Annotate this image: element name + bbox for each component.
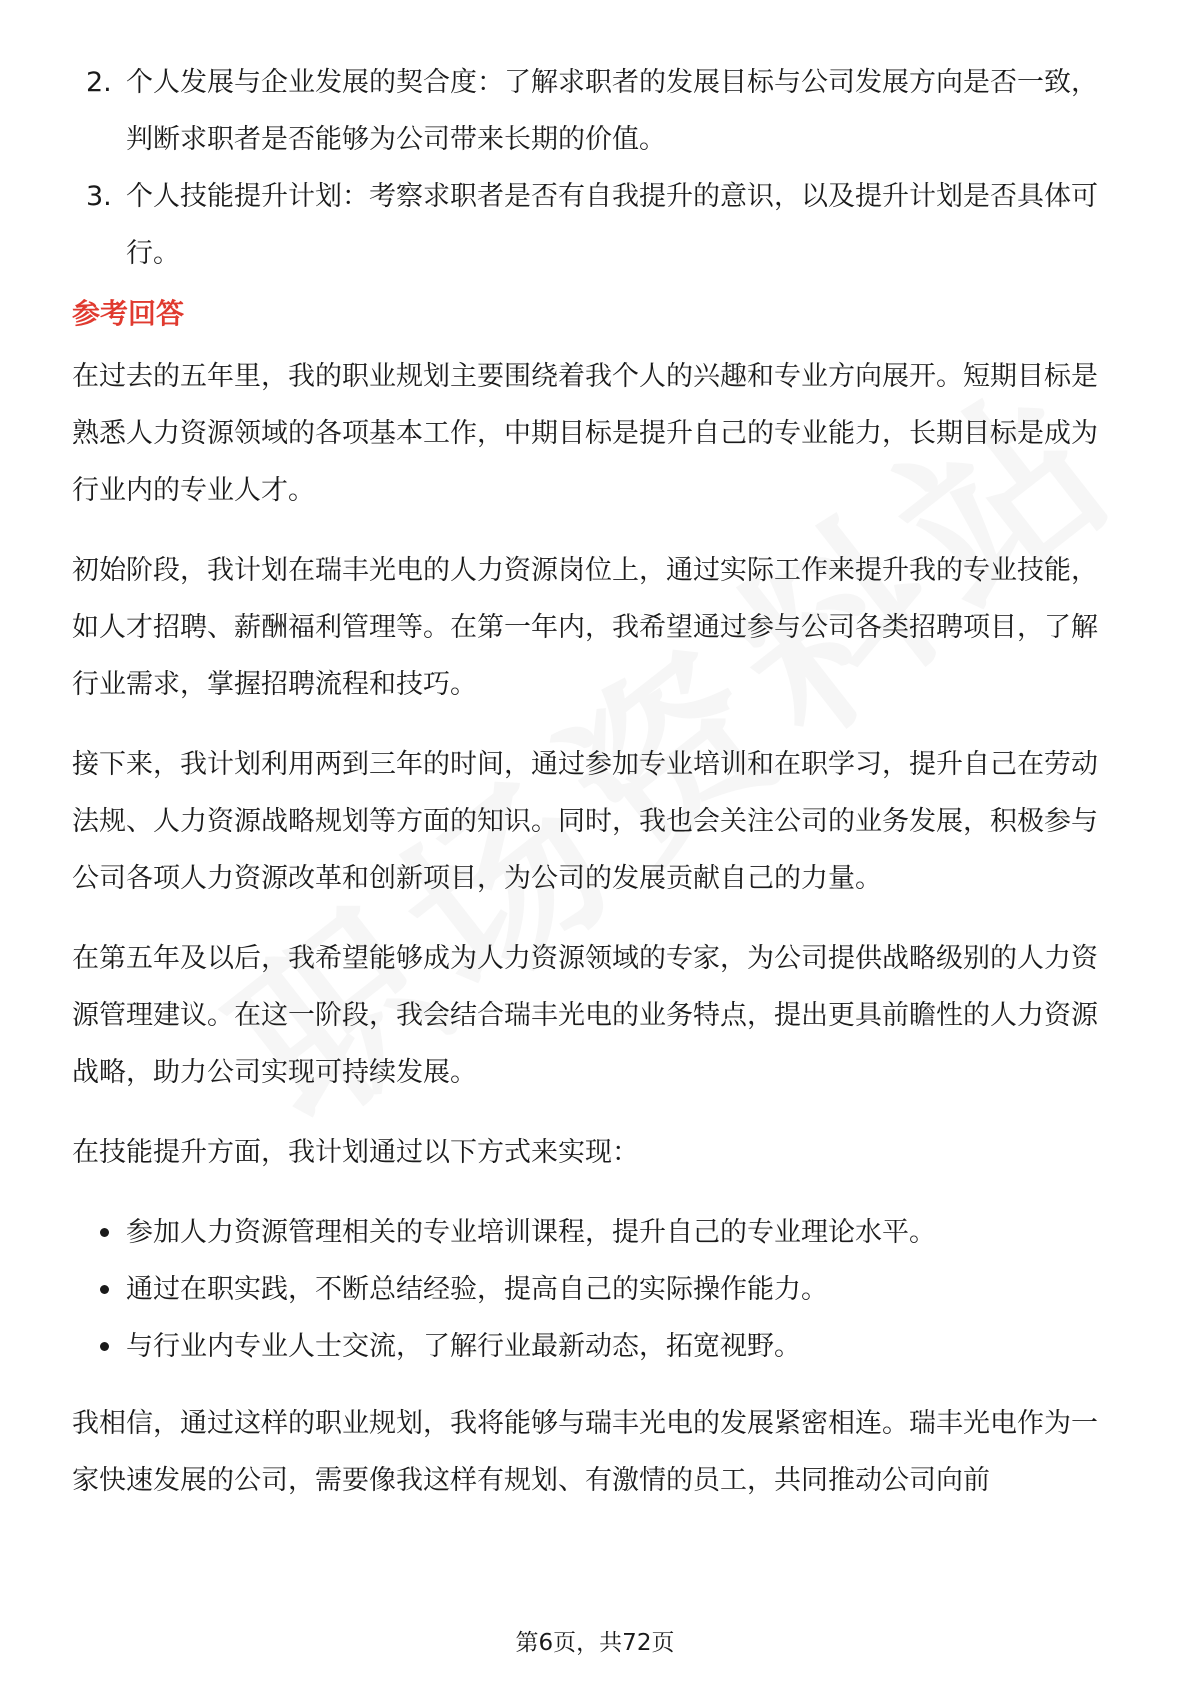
paragraph: 在技能提升方面，我计划通过以下方式来实现： xyxy=(72,1137,639,1168)
bullet-icon xyxy=(100,1285,109,1294)
paragraph: 在第五年及以后，我希望能够成为人力资源领域的专家，为公司提供战略级别的人力资源管理建议。在这一阶段，我会结合瑞丰光电的业务特点，提出更具前瞻性的人力资源战略，助力公司实现可持续发展。 xyxy=(72,943,1098,1088)
page-content xyxy=(72,54,1122,1532)
criteria-text: 个人技能提升计划：考察求职者是否有自我提升的意识，以及提升计划是否具体可行。 xyxy=(126,181,1098,269)
page-number: 第6页，共72页 xyxy=(515,1630,675,1656)
bullet-list xyxy=(72,1204,1122,1375)
paragraph: 在过去的五年里，我的职业规划主要围绕着我个人的兴趣和专业方向展开。短期目标是熟悉人力资源领域的各项基本工作，中期目标是提升自己的专业能力，长期目标是成为行业内的专业人才。 xyxy=(72,361,1098,506)
paragraph: 接下来，我计划利用两到三年的时间，通过参加专业培训和在职学习，提升自己在劳动法规、人力资源战略规划等方面的知识。同时，我也会关注公司的业务发展，积极参与公司各项人力资源改革和创新项目，为公司的发展贡献自己的力量。 xyxy=(72,749,1098,894)
criteria-list xyxy=(72,54,1122,282)
paragraph: 初始阶段，我计划在瑞丰光电的人力资源岗位上，通过实际工作来提升我的专业技能，如人才招聘、薪酬福利管理等。在第一年内，我希望通过参与公司各类招聘项目，了解行业需求，掌握招聘流程和技巧。 xyxy=(72,555,1098,700)
closing-paragraph: 我相信，通过这样的职业规划，我将能够与瑞丰光电的发展紧密相连。瑞丰光电作为一家快速发展的公司，需要像我这样有规划、有激情的员工，共同推动公司向前 xyxy=(72,1408,1098,1496)
bullet-item xyxy=(72,1261,1122,1318)
section-title: 参考回答 xyxy=(72,297,185,330)
bullet-icon xyxy=(100,1228,109,1237)
bullet-text: 参加人力资源管理相关的专业培训课程，提升自己的专业理论水平。 xyxy=(126,1217,936,1248)
bullet-icon xyxy=(100,1342,109,1351)
criteria-item xyxy=(72,168,1122,282)
bullet-text: 与行业内专业人士交流，了解行业最新动态，拓宽视野。 xyxy=(126,1331,801,1362)
bullet-item xyxy=(72,1204,1122,1261)
bullet-item xyxy=(72,1318,1122,1375)
criteria-number: 3. xyxy=(86,181,112,212)
criteria-number: 2. xyxy=(86,67,112,98)
criteria-item xyxy=(72,54,1122,168)
bullet-text: 通过在职实践，不断总结经验，提高自己的实际操作能力。 xyxy=(126,1274,828,1305)
criteria-text: 个人发展与企业发展的契合度：了解求职者的发展目标与公司发展方向是否一致，判断求职者是否能够为公司带来长期的价值。 xyxy=(126,67,1098,155)
